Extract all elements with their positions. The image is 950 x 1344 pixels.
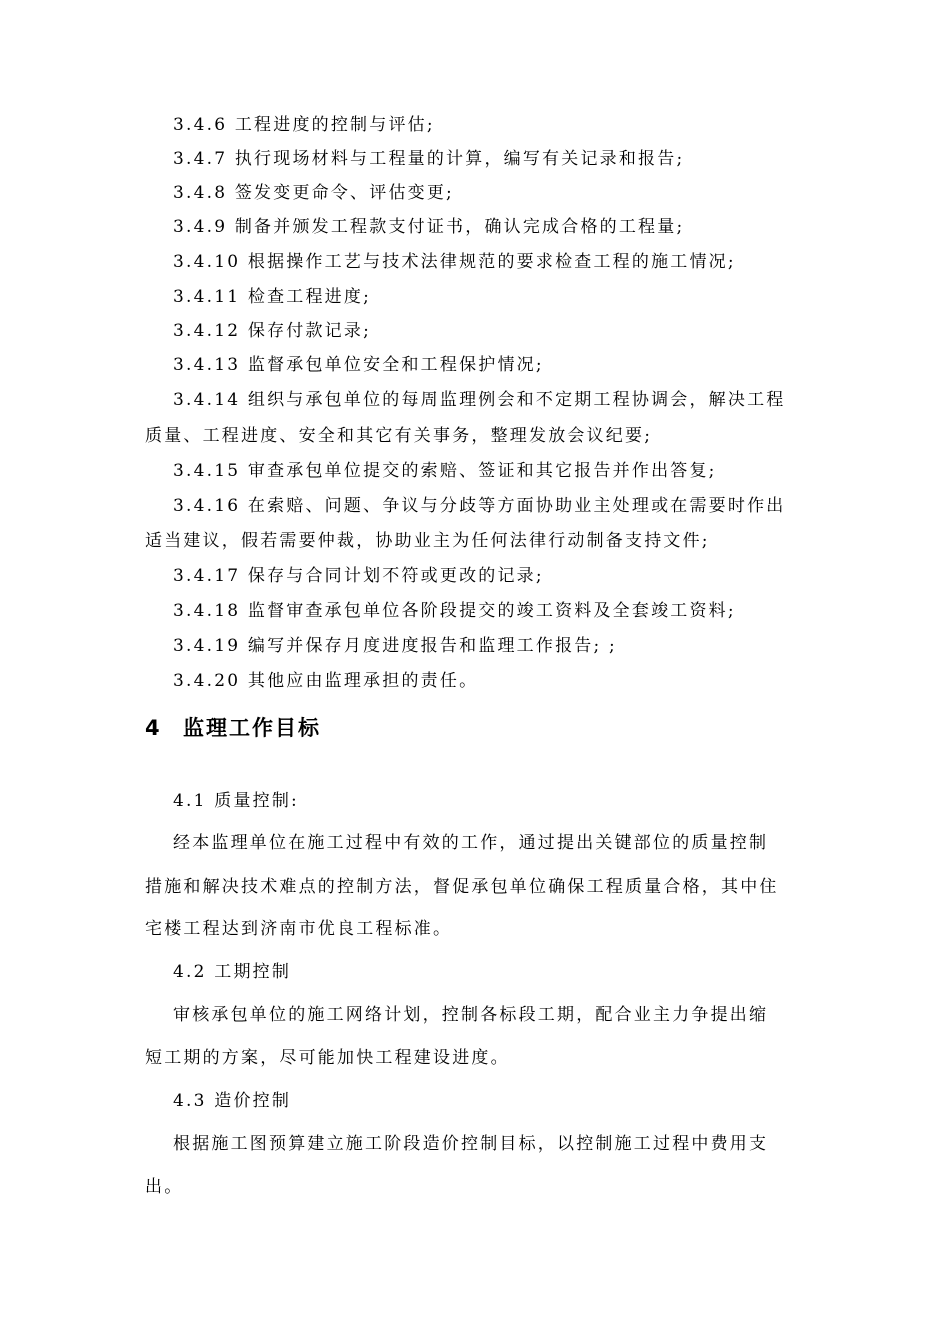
paragraph-line: 经本监理单位在施工过程中有效的工作，通过提出关键部位的质量控制 xyxy=(173,833,769,853)
subsection-heading-quality: 4.1 质量控制: xyxy=(173,791,299,811)
paragraph-line: 宅楼工程达到济南市优良工程标准。 xyxy=(145,919,453,939)
list-item: 3.4.15 审查承包单位提交的索赔、签证和其它报告并作出答复; xyxy=(173,461,717,481)
subsection-heading-cost: 4.3 造价控制 xyxy=(173,1091,292,1111)
list-item: 3.4.14 组织与承包单位的每周监理例会和不定期工程协调会，解决工程 xyxy=(173,390,786,410)
list-item: 3.4.18 监督审查承包单位各阶段提交的竣工资料及全套竣工资料; xyxy=(173,601,736,621)
list-item: 3.4.13 监督承包单位安全和工程保护情况; xyxy=(173,355,544,375)
subsection-heading-schedule: 4.2 工期控制 xyxy=(173,962,292,982)
paragraph-line: 短工期的方案，尽可能加快工程建设进度。 xyxy=(145,1048,510,1068)
section-title: 监理工作目标 xyxy=(183,716,321,740)
list-item: 3.4.11 检查工程进度; xyxy=(173,287,372,307)
list-item: 3.4.6 工程进度的控制与评估; xyxy=(173,115,435,135)
section-heading xyxy=(145,713,321,743)
list-item: 3.4.20 其他应由监理承担的责任。 xyxy=(173,671,479,691)
list-item: 3.4.16 在索赔、问题、争议与分歧等方面协助业主处理或在需要时作出 xyxy=(173,496,786,516)
paragraph-line: 审核承包单位的施工网络计划，控制各标段工期，配合业主力争提出缩 xyxy=(173,1005,769,1025)
list-item: 3.4.8 签发变更命令、评估变更; xyxy=(173,183,454,203)
paragraph-line: 出。 xyxy=(145,1177,184,1197)
section-number: 4 xyxy=(145,716,162,740)
list-item: 3.4.7 执行现场材料与工程量的计算，编写有关记录和报告; xyxy=(173,149,685,169)
paragraph-line: 根据施工图预算建立施工阶段造价控制目标，以控制施工过程中费用支 xyxy=(173,1134,769,1154)
list-item: 3.4.9 制备并颁发工程款支付证书，确认完成合格的工程量; xyxy=(173,217,685,237)
list-item: 3.4.12 保存付款记录; xyxy=(173,321,372,341)
list-item-continuation: 质量、工程进度、安全和其它有关事务，整理发放会议纪要; xyxy=(145,426,653,446)
list-item: 3.4.17 保存与合同计划不符或更改的记录; xyxy=(173,566,544,586)
list-item: 3.4.19 编写并保存月度进度报告和监理工作报告; ; xyxy=(173,636,617,656)
list-item-continuation: 适当建议，假若需要仲裁，协助业主为任何法律行动制备支持文件; xyxy=(145,531,710,551)
list-item: 3.4.10 根据操作工艺与技术法律规范的要求检查工程的施工情况; xyxy=(173,252,736,272)
paragraph-line: 措施和解决技术难点的控制方法，督促承包单位确保工程质量合格，其中住 xyxy=(145,877,779,897)
